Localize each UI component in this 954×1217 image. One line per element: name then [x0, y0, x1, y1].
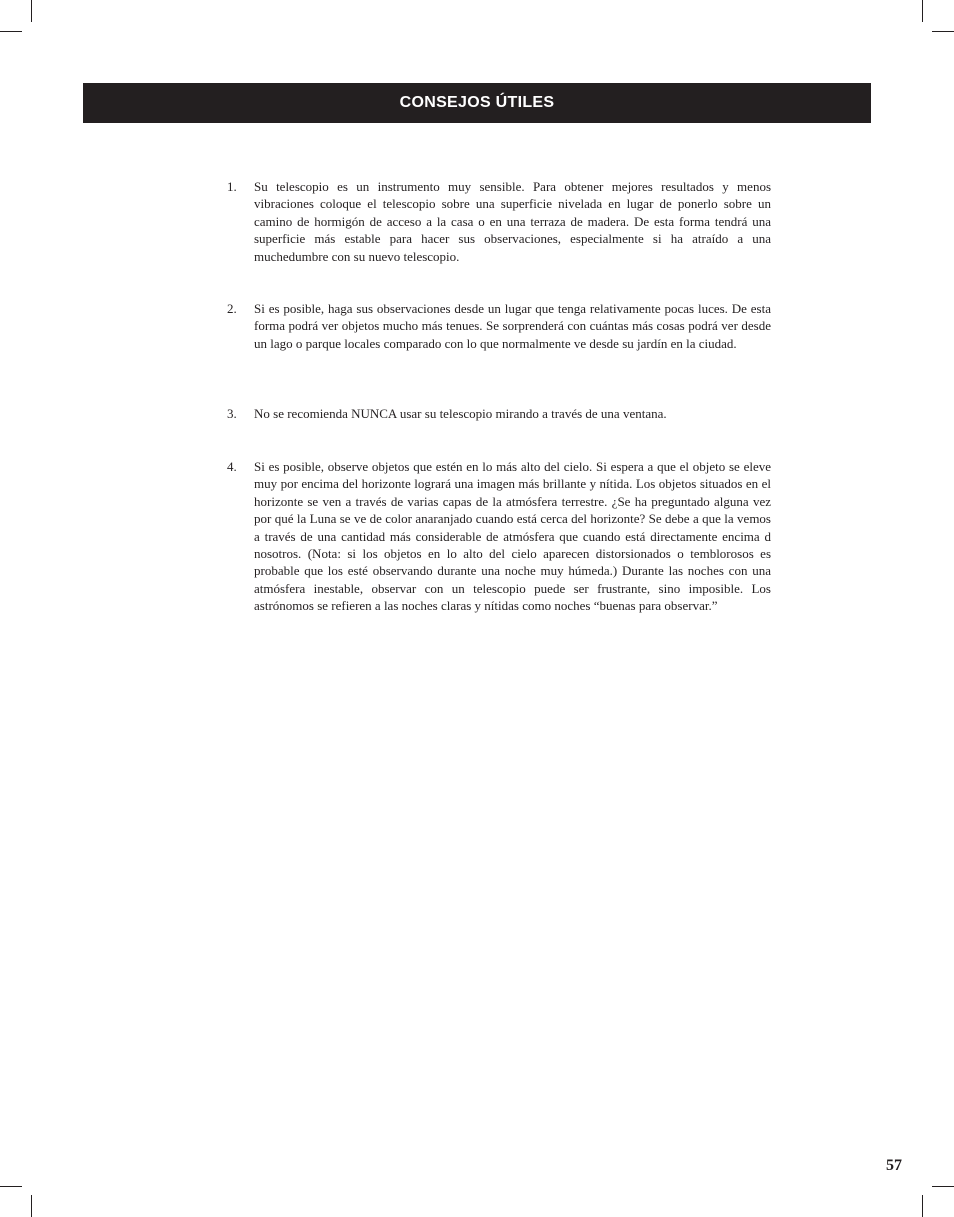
tip-text: Si es posible, observe objetos que estén en lo más alto del cielo. Si espera a que el objeto se eleve muy por encima del horizonte logrará una imagen más brillante y nítida. Los objetos situados en el horizonte se ven a través de varias capas de la atmósfera terrestre. ¿Se ha preguntado alguna vez por qué la Luna se ve de color anaranjado cuando está cerca del horizonte? Se debe a que la vemos a través de una cantidad más considerable de atmósfera que cuando está directamente encima d nosotros. (Nota: si los objetos en lo alto del cielo aparecen distorsionados o temblorosos es probable que los esté observando durante una noche muy húmeda.) Durante las noches con una atmósfera inestable, observar con un telescopio puede ser frustrante, sino imposible. Los astrónomos se refieren a las noches claras y nítidas como noches “buenas para observar.”: [254, 459, 771, 614]
section-title: CONSEJOS ÚTILES: [399, 94, 555, 111]
crop-mark-top-right-horizontal: [932, 31, 954, 32]
tip-item-3: [227, 405, 771, 422]
page-number: 57: [886, 1157, 902, 1174]
tip-number: 3.: [227, 406, 237, 421]
section-header-bar: [83, 83, 871, 123]
crop-mark-top-right-vertical: [922, 0, 923, 22]
crop-mark-top-left-vertical: [31, 0, 32, 22]
tip-text: Su telescopio es un instrumento muy sensible. Para obtener mejores resultados y menos vibraciones coloque el telescopio sobre una superficie nivelada en lugar de ponerlo sobre un camino de hormigón de acceso a la casa o en una terraza de madera. De esta forma tendrá una superficie más estable para hacer sus observaciones, especialmente si ha atraído a una muchedumbre con su nuevo telescopio.: [254, 179, 771, 264]
tip-item-4: [227, 458, 771, 615]
crop-mark-bottom-right-horizontal: [932, 1186, 954, 1187]
tip-item-1: [227, 178, 771, 265]
tip-item-2: [227, 300, 771, 352]
tip-number: 1.: [227, 179, 237, 194]
crop-mark-bottom-left-horizontal: [0, 1186, 22, 1187]
tip-text: Si es posible, haga sus observaciones desde un lugar que tenga relativamente pocas luces. De esta forma podrá ver objetos mucho más tenues. Se sorprenderá con cuántas más cosas podrá ver desde un lago o parque locales comparado con lo que normalmente ve desde su jardín en la ciudad.: [254, 301, 771, 351]
crop-mark-top-left-horizontal: [0, 31, 22, 32]
tip-number: 2.: [227, 301, 237, 316]
tip-number: 4.: [227, 459, 237, 474]
crop-mark-bottom-left-vertical: [31, 1195, 32, 1217]
tip-text: No se recomienda NUNCA usar su telescopio mirando a través de una ventana.: [254, 406, 667, 421]
crop-mark-bottom-right-vertical: [922, 1195, 923, 1217]
